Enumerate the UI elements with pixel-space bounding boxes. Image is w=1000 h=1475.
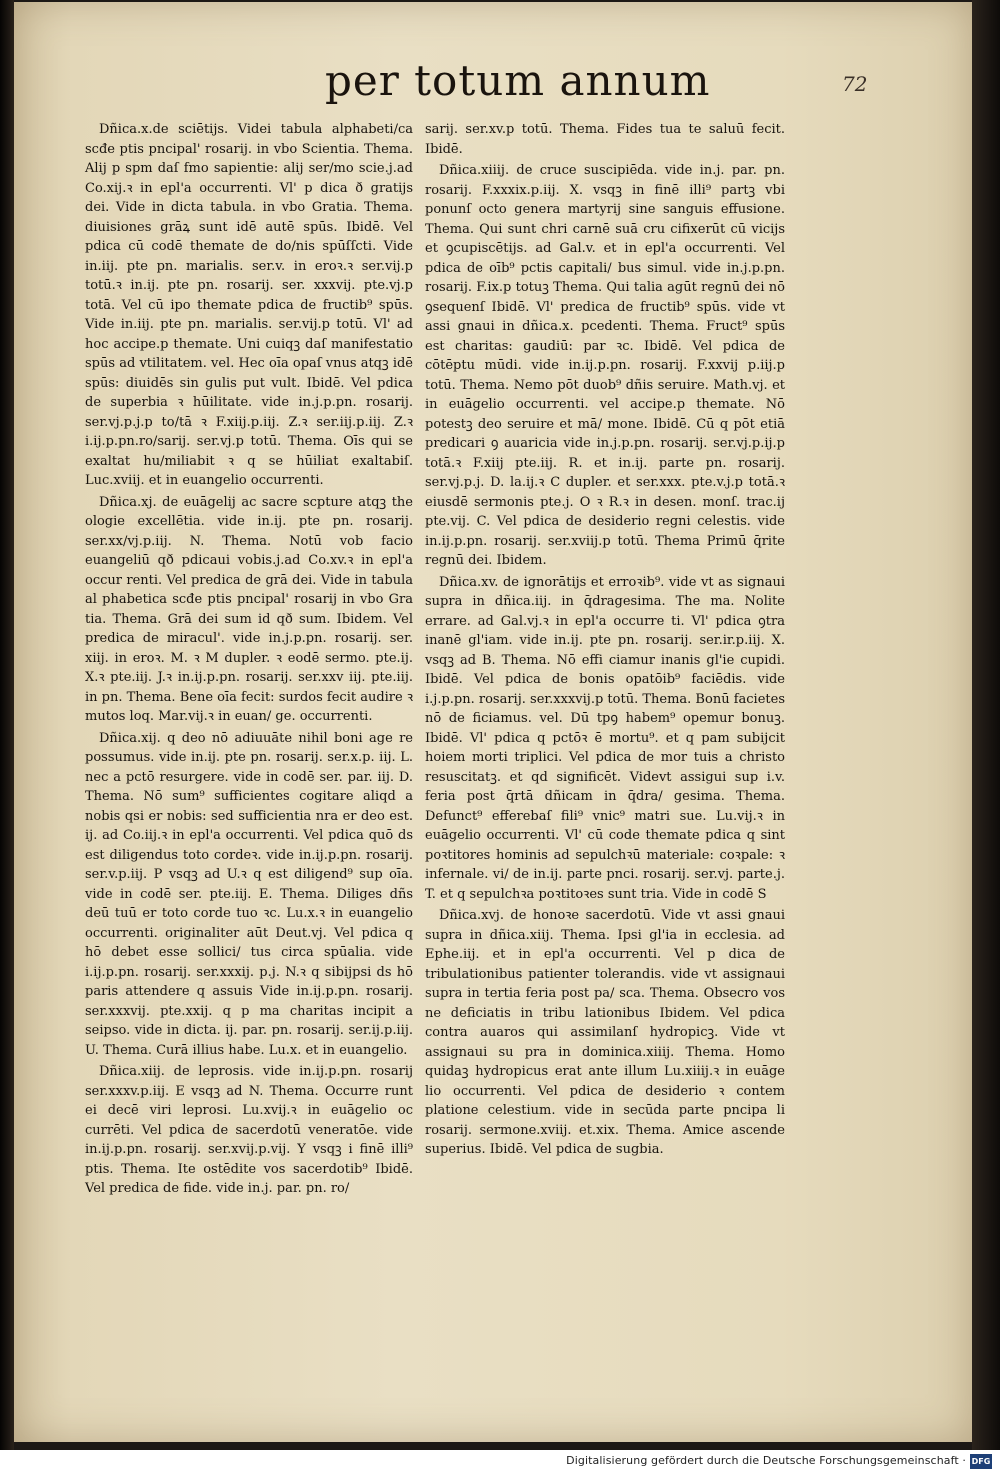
left-text-column: [85, 120, 413, 1201]
folio-number: 72: [842, 72, 868, 96]
paragraph-dominica-x: Dñica.x.de sciētijs. Videi tabula alphabeti/ca scđe ptis pncipal' rosarij. in vbo Scientia. Thema. Alij p spm daſ fmo sapientie: alij ser/mo scie.j.ad Co.xij.ꝛ in epl'a occurrenti. Vl' p dica ð gratijs dei. Vide in dicta tabula. in vbo Gratia. Thema. diuisiones grāꝝ sunt idē autē spūs. Ibidē. Vel pdica cū codē themate de do/nis spūſſcti. Vide in.iij. pte pn. marialis. ser.v. in eroꝛ.ꝛ ser.vij.p totū.ꝛ in.ij. pte pn. rosarij. ser. xxxvij. pte.vj.p totā. Vel cū ipo themate pdica de fructib⁹ spūs. Vide in.iij. pte pn. marialis. ser.vij.p totū. Vl' ad hoc accipe.p themate. Uni cuiqꝫ daſ manifestatio spūs ad vtilitatem. vel. Hec oīa opaſ vnus atqꝫ idē spūs: diuidēs sin gulis put vult. Ibidē. Vel pdica de superbia ꝛ hūilitate. vide in.j.p.pn. rosarij. ser.vj.p.j.p to/tā ꝛ F.xiij.p.iij. Z.ꝛ ser.iij.p.iij. Z.ꝛ i.ij.p.pn.ro/sarij. ser.vj.p totū. Thema. Oīs qui se exaltat hu/miliabit ꝛ q se hūiliat exaltabiſ. Luc.xviij. et in euangelio occurrenti.: [85, 122, 413, 488]
left-binding-shadow: [0, 0, 14, 1450]
right-text-column: [425, 120, 785, 1162]
dfg-logo: DFG: [970, 1454, 992, 1469]
digitization-credit: Digitalisierung gefördert durch die Deutsche Forschungsgemeinschaft ·: [566, 1454, 966, 1467]
paragraph-dominica-xi: Dñica.xj. de euāgelij ac sacre scpture atqꝫ the ologie excellētia. vide in.ij. pte pn. rosarij. ser.xx/vj.p.iij. N. Thema. Notū vob facio euangeliū qð pdicaui vobis.j.ad Co.xv.ꝛ in epl'a occur renti. Vel predica de grā dei. Vide in tabula al phabetica scđe ptis pncipal' rosarij in vbo Gra tia. Thema. Grā dei sum id qð sum. Ibidem. Vel predica de miracul'. vide in.j.p.pn. rosarij. ser. xiij. in eroꝛ. M. ꝛ M dupler. ꝛ eodē sermo. pte.ij. X.ꝛ pte.iij. J.ꝛ in.ij.p.pn. rosarij. ser.xxv iij. pte.iij. in pn. Thema. Bene oīa fecit: surdos fecit audire ꝛ mutos loq. Mar.vij.ꝛ in euan/ ge. occurrenti.: [85, 494, 414, 724]
paragraph-dominica-xv: Dñica.xv. de ignorātijs et erroꝛib⁹. vide vt as signaui supra in dñica.iij. in q̄dragesima. The ma. Nolite errare. ad Gal.vj.ꝛ in epl'a occurre ti. Vl' pdica ꝯtra inanē gl'iam. vide in.ij. pte pn. rosarij. ser.ir.p.iij. X. vsqꝫ ad B. Thema. Nō effi ciamur inanis gl'ie cupidi. Ibidē. Vel pdica de bonis opatōib⁹ faciēdis. vide i.j.p.pn. rosarij. ser.xxxvij.p totū. Thema. Bonū facietes nō de ficiamus. vel. Dū tpꝯ habem⁹ opemur bonuꝫ. Ibidē. Vl' pdica q pctōꝛ ē mortu⁹. et q pam subijcit hoiem morti triplici. Vel pdica de mor tuis a christo resuscitatꝫ. et qd significēt. Videvt assigui sup i.v. feria post q̄rtā dñicam in q̄dra/ gesima. Thema. Defunct⁹ efferebaſ fili⁹ vnic⁹ matri sue. Lu.vij.ꝛ in euāgelio occurrenti. Vl' cū code themate pdica q sint poꝛtitores hominis ad sepulchꝛū materiale: coꝛpale: ꝛ infernale. vi/ de in.ij. parte pnci. rosarij. ser.vj. parte.j. T. et q sepulchꝛa poꝛtitoꝛes sunt tria. Vide in codē S: [425, 574, 785, 902]
running-title: per totum annum: [325, 56, 711, 105]
paragraph-dominica-xiv: Dñica.xiiij. de cruce suscipiēda. vide in.j. par. pn. rosarij. F.xxxix.p.iij. X. vsqꝫ in finē illi⁹ partꝫ vbi ponunſ octo genera martyrij sine sanguis effusione. Thema. Qui sunt chri carnē suā cru cifixerūt cū vicijs et ꝯcupiscētijs. ad Gal.v. et in epl'a occurrenti. Vel pdica de oīb⁹ pctis capitali/ bus simul. vide in.j.p.pn. rosarij. F.ix.p totuꝫ Thema. Qui talia agūt regnū dei nō ꝯsequenſ Ibidē. Vl' predica de fructib⁹ spūs. vide vt assi gnaui in dñica.x. pcedenti. Thema. Fruct⁹ spūs est charitas: gaudiū: par ꝛc. Ibidē. Vel pdica de cōtēptu mūdi. vide in.ij.p.pn. rosarij. F.xxvij p.iij.p totū. Thema. Nemo pōt duob⁹ dñis seruire. Math.vj. et in euāgelio occurrenti. vel accipe.p themate. Nō potestꝫ deo seruire et mā/ mone. Ibidē. Cū q pōt etiā predicari ꝯ auaricia vide in.j.p.pn. rosarij. ser.vj.p.ij.p totā.ꝛ F.xiij pte.iij. R. et in.ij. parte pn. rosarij. ser.vj.p.j. D. la.ij.ꝛ C dupler. et ser.xxx. pte.v.j.p totā.ꝛ eiusdē sermonis pte.j. O ꝛ R.ꝛ in desen. monſ. trac.ij pte.vij. C. Vel pdica de desiderio regni celestis. vide in.ij.p.pn. rosarij. ser.xviij.p totū. Thema Primū q̄rite regnū dei. Ibidem.: [425, 163, 785, 568]
right-page-edge: [972, 0, 1000, 1450]
paragraph-dominica-xvi: Dñica.xvj. de honoꝛe sacerdotū. Vide vt assi gnaui supra in dñica.xiij. Thema. Ipsi gl'ia in ecclesia. ad Ephe.iij. et in epl'a occurrenti. Vel p dica de tribulationibus patienter tolerandis. vide vt assignaui supra in tertia feria post pa/ sca. Thema. Obsecro vos ne deficiatis in tribu lationibus Ibidem. Vel pdica contra auaros qui assimilanſ hydropicꝫ. Vide vt assignaui su pra in dominica.xiiij. Thema. Homo quidaꝫ hydropicus erat ante illum Lu.xiiij.ꝛ in euāge lio occurrenti. Vel pdica de desiderio ꝛ contem platione celestium. vide in secūda parte pncipa li rosarij. sermone.xviij. et.xix. Thema. Amice ascende superius. Ibidē. Vel pdica de sugbia.: [425, 908, 785, 1157]
paragraph-dominica-xiii: Dñica.xiij. de leprosis. vide in.ij.p.pn. rosarij ser.xxxv.p.iij. E vsqꝫ ad N. Thema. Occurre runt ei decē viri leprosi. Lu.xvij.ꝛ in euāgelio oc currēti. Vel pdica de sacerdotū veneratōe. vide in.ij.p.pn. rosarij. ser.xvij.p.vij. Y vsqꝫ i finē illi⁹ ptis. Thema. Ite ostēdite vos sacerdotib⁹ Ibidē. Vel predica de fide. vide in.j. par. pn. ro/: [85, 1064, 413, 1196]
paragraph-continuation: sarij. ser.xv.p totū. Thema. Fides tua te saluū fecit. Ibidē.: [425, 122, 785, 157]
paragraph-dominica-xii: Dñica.xij. q deo nō adiuuāte nihil boni age re possumus. vide in.ij. pte pn. rosarij. ser.x.p. iij. L. nec a pctō resurgere. vide in codē ser. par. iij. D. Thema. Nō sum⁹ sufficientes cogitare aliqd a nobis qsi er nobis: sed sufficientia nra er deo est. ij. ad Co.iij.ꝛ in epl'a occurrenti. Vel pdica quō ds est diligendus toto cordeꝛ. vide in.ij.p.pn. rosarij. ser.v.p.iij. P vsqꝫ ad U.ꝛ q est diligend⁹ sup oīa. vide in codē ser. pte.iij. E. Thema. Diliges dñs deū tuū er toto corde tuo ꝛc. Lu.x.ꝛ in euangelio occurrenti. originaliter aūt Deut.vj. Vel pdica q hō debet esse sollici/ tus circa spūalia. vide i.ij.p.pn. rosarij. ser.xxxij. p.j. N.ꝛ q sibijpsi ds hō paris attendere q assuis Vide in.ij.p.pn. rosarij. ser.xxxvij. pte.xxij. q p ma charitas incipit a seipso. vide in dicta. ij. par. pn. rosarij. ser.ij.p.iij. U. Thema. Curā illius habe. Lu.x. et in euangelio.: [85, 730, 413, 1058]
